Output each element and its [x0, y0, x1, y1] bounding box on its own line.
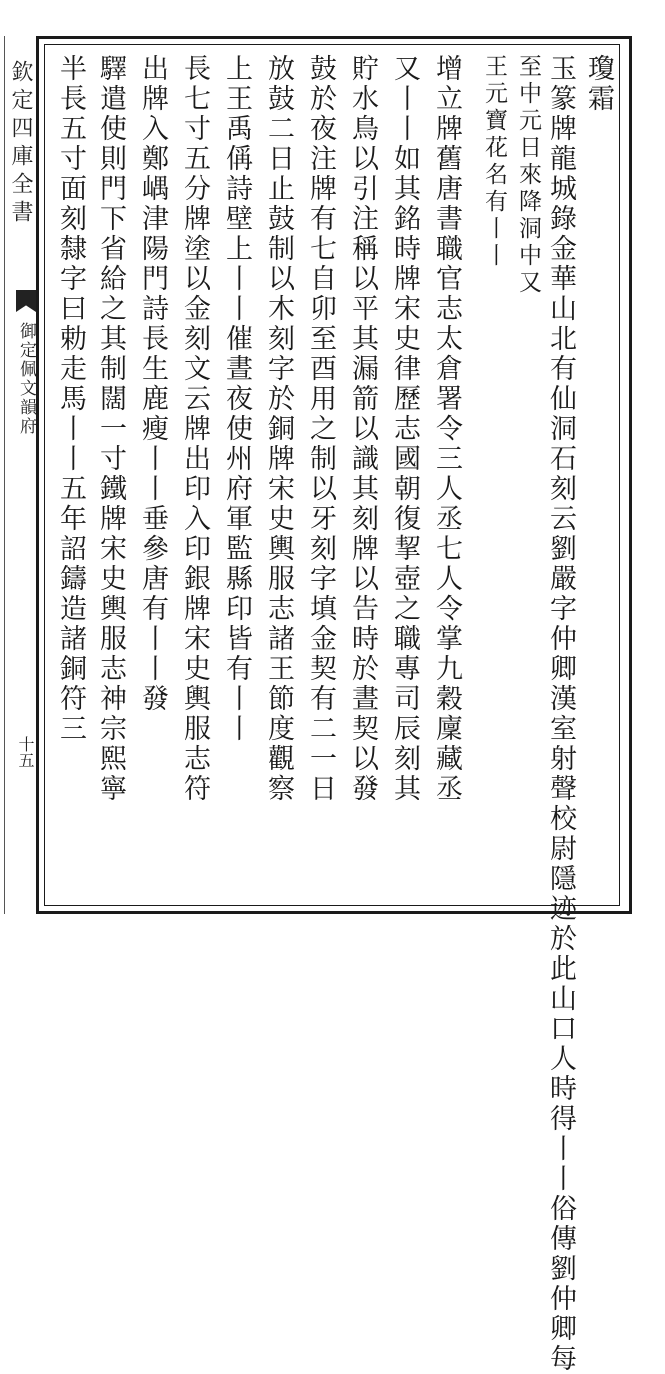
text-column-12: 出牌入鄭嵎津陽門詩長生鹿瘦丨丨垂參唐有丨丨發 [137, 54, 168, 714]
book-title: 御定佩文韻府 [16, 322, 36, 436]
text-column-3: 至中元日來降洞中又 [515, 54, 541, 297]
text-column-1: 瓊霜 [583, 54, 614, 114]
collection-title: 欽定四庫全書 [8, 60, 33, 228]
text-column-10: 上王禹偁詩壁上丨丨催晝夜使州府軍監縣印皆有丨丨 [221, 54, 252, 744]
text-column-5: 增立牌舊唐書職官志太倉署令三人丞七人令掌九穀廩藏丞 [431, 54, 462, 804]
text-column-14: 半長五寸面刻隸字曰勅走馬丨丨五年詔鑄造諸銅符三 [55, 54, 86, 744]
text-column-4: 王元寶花名有丨丨 [481, 54, 507, 270]
text-column-2: 玉篆牌龍城錄金華山北有仙洞石刻云劉嚴字仲卿漢室射聲校尉隱迹於此山口人時得丨丨俗傳劉仲卿每 [545, 54, 576, 1374]
text-column-13: 驛遣使則門下省給之其制闊一寸鐵牌宋史輿服志神宗熙寧 [95, 54, 126, 804]
text-column-9: 放鼓二日止鼓制以木刻字於銅牌宋史輿服志諸王節度觀察 [263, 54, 294, 804]
text-column-11: 長七寸五分牌塗以金刻文云牌出印入印銀牌宋史輿服志符 [179, 54, 210, 804]
text-column-8: 鼓於夜注牌有七自卯至酉用之制以牙刻字填金契有二一日 [305, 54, 336, 804]
text-column-7: 貯水鳥以引注稱以平其漏箭以識其刻牌以告時於晝契以發 [347, 54, 378, 804]
text-column-6: 又丨丨如其銘時牌宋史律歷志國朝復挈壺之職專司辰刻其 [389, 54, 420, 804]
page-number: 十五 [16, 736, 35, 768]
